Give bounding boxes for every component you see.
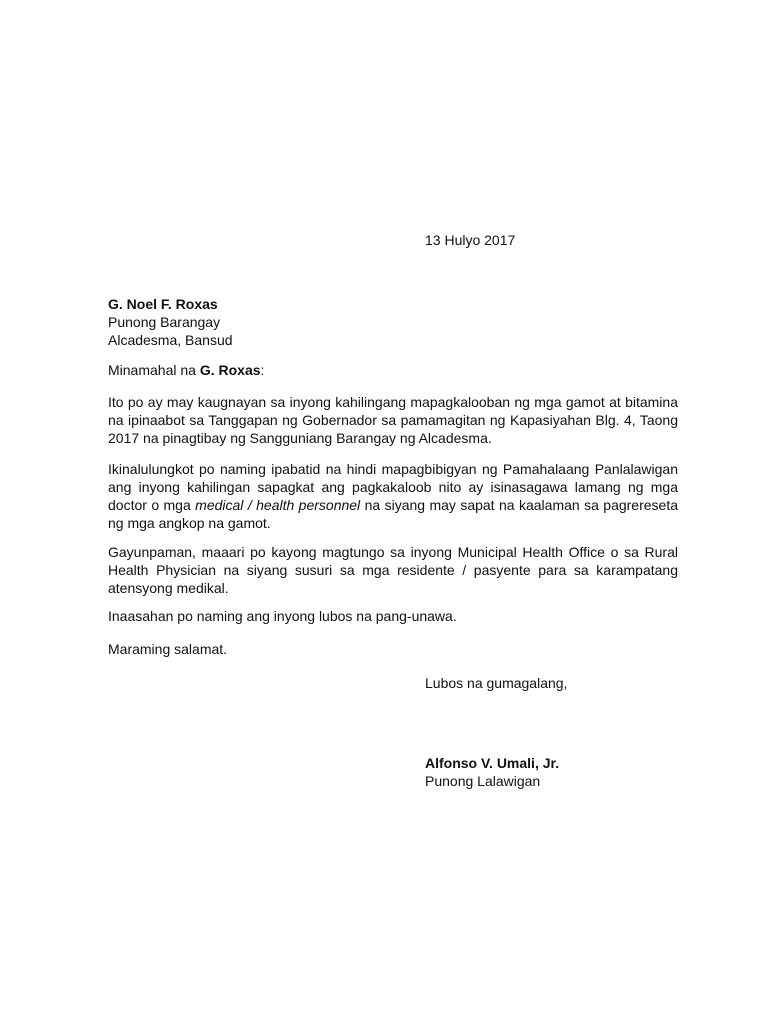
paragraph-4: Inaasahan po naming ang inyong lubos na pang-unawa.	[108, 608, 457, 624]
letter-date: 13 Hulyo 2017	[425, 232, 516, 248]
salutation-suffix: :	[260, 362, 265, 378]
salutation-name: G. Roxas	[199, 362, 261, 378]
recipient-name: G. Noel F. Roxas	[108, 296, 218, 312]
complimentary-closing: Lubos na gumagalang,	[425, 675, 568, 691]
paragraph-5: Maraming salamat.	[108, 641, 228, 657]
signatory-title: Punong Lalawigan	[425, 773, 541, 789]
paragraph-2-text-end: na siyang may sapat na kaalaman sa pagrereseta ng mga angkop na gamot.	[108, 497, 678, 531]
paragraph-2	[108, 460, 678, 532]
signatory-name: Alfonso V. Umali, Jr.	[425, 755, 560, 771]
recipient-address: Alcadesma, Bansud	[108, 332, 233, 348]
recipient-block	[108, 295, 233, 349]
paragraph-2-italic-term: medical / health personnel	[195, 497, 361, 513]
signatory-block	[425, 754, 559, 790]
paragraph-3: Gayunpaman, maaari po kayong magtungo sa inyong Municipal Health Office o sa Rural Health Physician na siyang susuri sa mga residente / pasyente para sa karampatang atensyong medikal.	[108, 544, 678, 596]
paragraph-2-text-start: Ikinalulungkot po naming ipabatid na hindi mapagbibigyan ng Pamahalaang Panlalawigan ang inyong kahilingan sapagkat ang pagkakaloob nito ay isinasagawa lamang ng mga doctor o mga	[108, 461, 678, 513]
salutation-prefix: Minamahal na	[108, 362, 200, 378]
recipient-title: Punong Barangay	[108, 314, 221, 330]
paragraph-1: Ito po ay may kaugnayan sa inyong kahilingang mapagkalooban ng mga gamot at bitamina na ipinaabot sa Tanggapan ng Gobernador sa pamamagitan ng Kapasiyahan Blg. 4, Taong 2017 na pinagtibay ng Sangguniang Barangay ng Alcadesma.	[108, 394, 678, 446]
salutation	[108, 361, 264, 379]
